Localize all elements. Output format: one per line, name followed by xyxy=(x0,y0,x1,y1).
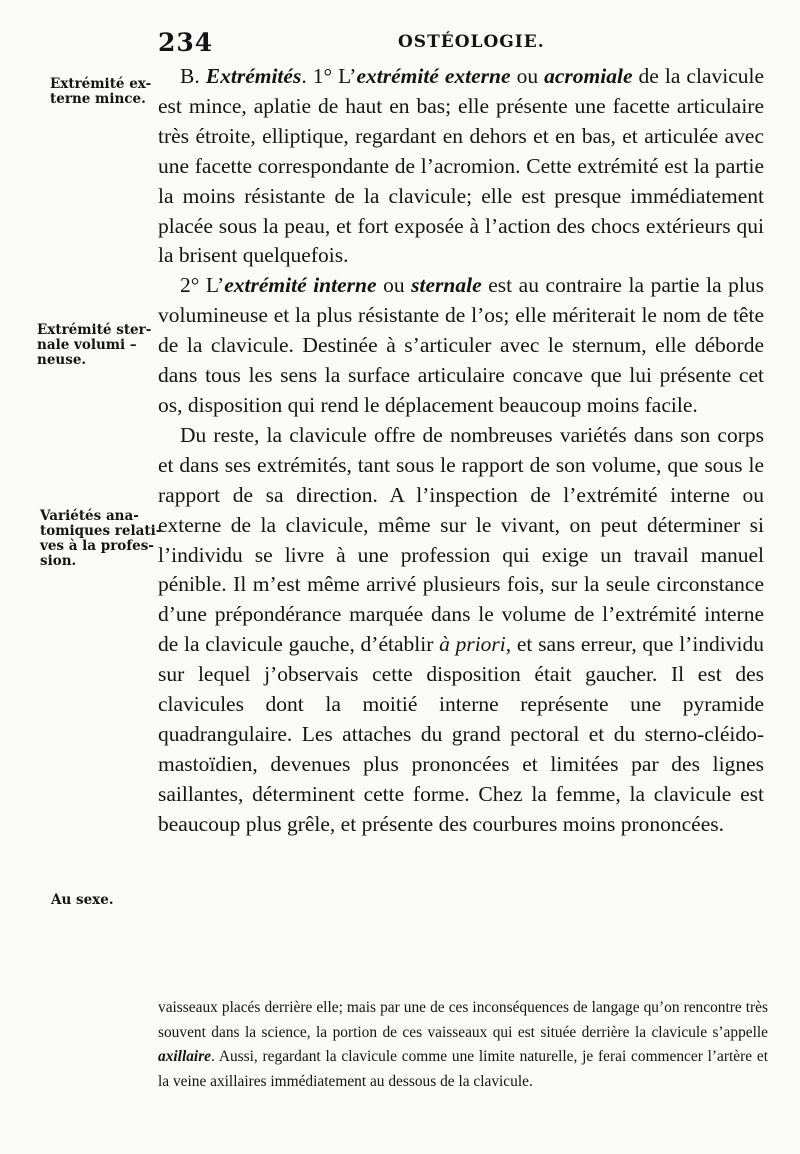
running-title: OSTÉOLOGIE. xyxy=(398,32,545,52)
margin-note-line: tomiques relati- xyxy=(40,523,162,539)
margin-note-line: Extrémité ex- xyxy=(50,76,152,92)
paragraph-extremities: B. Extrémités. 1° L’extrémité externe ou acromiale de la clavicule est mince, aplatie de haut en bas; elle présente une facette articulaire très étroite, elliptique, regardant en dehors et en bas, et articulée avec une facette correspondante de l’acromion. Cette extrémité est la partie la moins résistante de la clavicule; elle est presque immédiatement placée sous la peau, et fort exposée à l’action des chocs extérieurs qui la brisent quelquefois. xyxy=(158,64,765,268)
margin-note-line: Au sexe. xyxy=(51,892,114,908)
margin-note-line: neuse. xyxy=(37,352,87,368)
margin-note-external-end xyxy=(50,77,151,107)
footnote-text: vaisseaux placés derrière elle; mais par une de ces inconséquences de langage qu’on rencontre très souvent dans la science, la portion de ces vaisseaux qui est située derrière la clavicule s’appelle axillaire. Aussi, regardant la clavicule comme une limite naturelle, je ferai commencer l’artère et la veine axillaires immédiatement au dessous de la clavicule. xyxy=(158,999,768,1090)
margin-note-line: Extrémité ster- xyxy=(37,322,152,338)
page-number: 234 xyxy=(158,28,214,57)
margin-note-sternal-end xyxy=(37,323,151,368)
emphasis: sternale xyxy=(411,273,482,298)
paragraph-sternal-end: 2° L’extrémité interne ou sternale est au contraire la partie la plus volumineuse et la plus résistante de l’os; elle mériterait le nom de tête de la clavicule. Destinée à s’articuler avec le sternum, elle déborde dans tous les sens la surface articulaire concave que lui présente cet os, disposition qui rend le déplacement beaucoup moins facile. xyxy=(158,273,765,417)
footnote xyxy=(158,996,768,1094)
margin-note-line: Variétés ana- xyxy=(40,508,139,524)
margin-note-sex xyxy=(51,893,114,908)
emphasis: extrémité externe xyxy=(356,64,511,88)
paragraph-varieties: Du reste, la clavicule offre de nombreuses variétés dans son corps et dans ses extrémités, tant sous le rapport de son volume, que sous le rapport de sa direction. A l’inspection de l’extrémité interne ou externe de la clavicule, même sur le vivant, on peut déterminer si l’individu se livre à une profession qui exige un travail manuel pénible. Il m’est même arrivé plusieurs fois, sur la seule circonstance d’une prépondérance marquée dans le volume de l’extrémité interne de la clavicule gauche, d’établir à priori, et sans erreur, que l’individu sur lequel j’observais cette disposition était gaucher. Il est des clavicules dont la moitié interne représente une pyramide quadrangulaire. Les attaches du grand pectoral et du sterno-cléido-mastoïdien, devenues plus prononcées et limitées par des lignes saillantes, déterminent cette forme. Chez la femme, la clavicule est beaucoup plus grêle, et présente des courbures moins prononcées. xyxy=(158,422,765,836)
page-header xyxy=(158,28,758,62)
emphasis: Extrémités xyxy=(205,64,302,88)
emphasis: à priori xyxy=(439,632,506,657)
emphasis: extrémité interne xyxy=(224,273,377,298)
margin-note-line: ves à la profes- xyxy=(40,538,154,554)
margin-note-varieties xyxy=(40,509,161,569)
margin-note-line: nale volumi – xyxy=(37,337,137,353)
margin-note-line: sion. xyxy=(40,553,77,569)
emphasis: axillaire xyxy=(158,1048,212,1065)
emphasis: acromiale xyxy=(544,64,633,88)
margin-note-line: terne mince. xyxy=(50,91,146,107)
main-text xyxy=(158,62,764,840)
